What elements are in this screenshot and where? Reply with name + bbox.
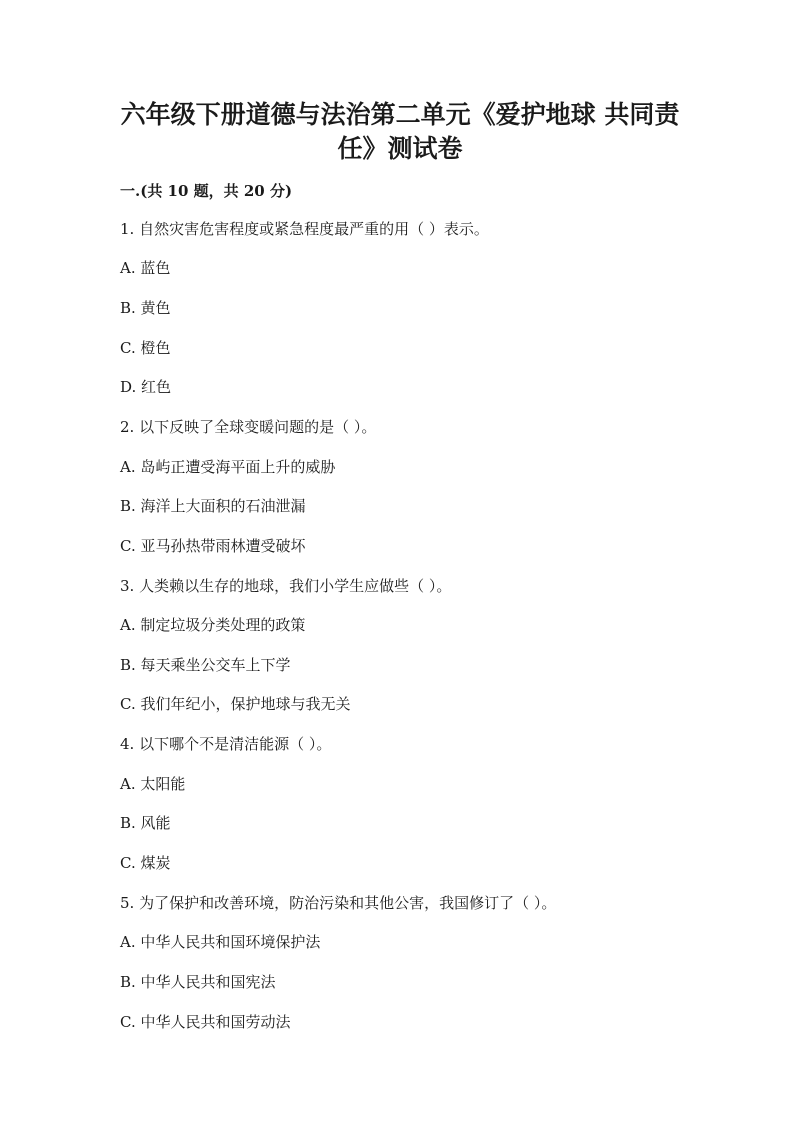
question-3-option-a: A. 制定垃圾分类处理的政策 xyxy=(120,616,306,634)
question-1-option-d: D. 红色 xyxy=(120,378,172,396)
question-1-option-b: B. 黄色 xyxy=(120,299,171,317)
question-3-stem: 3. 人类赖以生存的地球，我们小学生应做些（ ）。 xyxy=(120,577,452,595)
question-1-stem: 1. 自然灾害危害程度或紧急程度最严重的用（ ）表示。 xyxy=(120,220,489,238)
question-4-stem: 4. 以下哪个不是清洁能源（ ）。 xyxy=(120,735,332,753)
question-2-option-b: B. 海洋上大面积的石油泄漏 xyxy=(120,497,306,515)
question-1-option-a: A. 蓝色 xyxy=(120,259,171,277)
question-3-option-c: C. 我们年纪小，保护地球与我无关 xyxy=(120,695,351,713)
question-3-option-b: B. 每天乘坐公交车上下学 xyxy=(120,656,291,674)
question-4-option-b: B. 风能 xyxy=(120,814,171,832)
question-2-stem: 2. 以下反映了全球变暖问题的是（ ）。 xyxy=(120,418,377,436)
question-5-option-c: C. 中华人民共和国劳动法 xyxy=(120,1013,291,1031)
question-5-option-a: A. 中华人民共和国环境保护法 xyxy=(120,933,321,951)
exam-title xyxy=(100,98,700,166)
section-heading: 一.(共 10 题，共 20 分) xyxy=(120,182,293,200)
exam-title-line-1: 六年级下册道德与法治第二单元《爱护地球 共同责 xyxy=(120,100,680,129)
question-4-option-a: A. 太阳能 xyxy=(120,775,186,793)
question-4-option-c: C. 煤炭 xyxy=(120,854,171,872)
question-2-option-a: A. 岛屿正遭受海平面上升的威胁 xyxy=(120,458,336,476)
question-5-option-b: B. 中华人民共和国宪法 xyxy=(120,973,276,991)
question-5-stem: 5. 为了保护和改善环境，防治污染和其他公害，我国修订了（ ）。 xyxy=(120,894,557,912)
exam-title-line-2: 任》测试卷 xyxy=(337,134,463,163)
question-2-option-c: C. 亚马孙热带雨林遭受破坏 xyxy=(120,537,306,555)
question-1-option-c: C. 橙色 xyxy=(120,339,171,357)
